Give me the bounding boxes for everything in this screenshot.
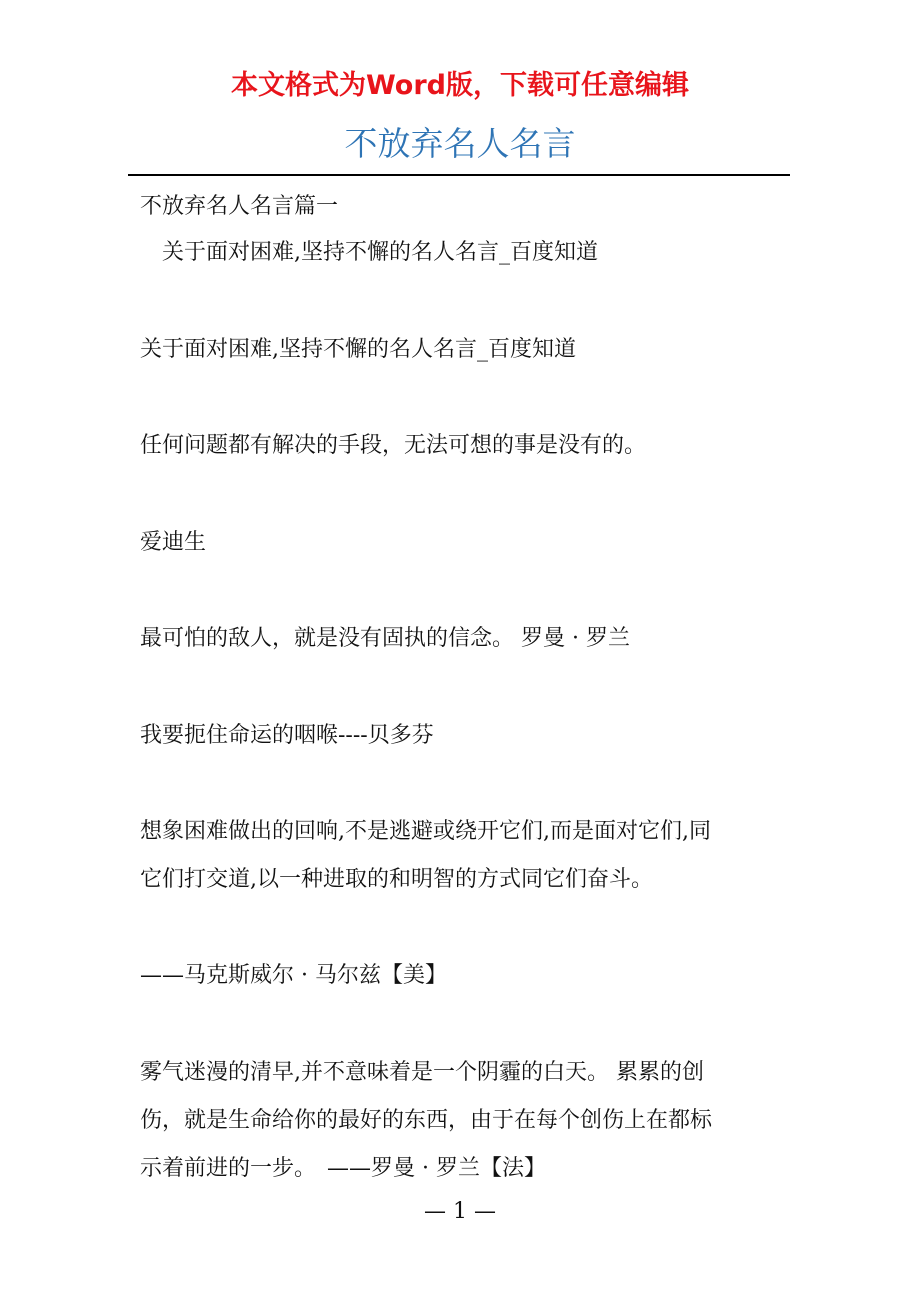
title-divider: [128, 174, 790, 176]
paragraph-line: 示着前进的一步。 ——罗曼 · 罗兰【法】: [140, 1156, 546, 1181]
section-heading: 不放弃名人名言篇一: [140, 194, 339, 219]
paragraph-line: 想象困难做出的回响,不是逃避或绕开它们,而是面对它们,同: [140, 819, 711, 844]
paragraph-line: 我要扼住命运的咽喉----贝多芬: [140, 723, 434, 748]
paragraph-line: ——马克斯威尔 · 马尔兹【美】: [140, 963, 447, 988]
paragraph-line: 它们打交道,以一种进取的和明智的方式同它们奋斗。: [140, 867, 653, 892]
paragraph-line: 伤，就是生命给你的最好的东西，由于在每个创伤上在都标: [140, 1108, 713, 1133]
paragraph-line: 雾气迷漫的清早,并不意味着是一个阴霾的白天。 累累的创: [140, 1060, 704, 1085]
page-number: — 1 —: [424, 1199, 496, 1224]
paragraph-line: 最可怕的敌人，就是没有固执的信念。 罗曼 · 罗兰: [140, 626, 630, 651]
paragraph-line: 关于面对困难,坚持不懈的名人名言_百度知道: [140, 240, 598, 265]
paragraph-line: 任何问题都有解决的手段，无法可想的事是没有的。: [140, 433, 647, 458]
format-banner: 本文格式为Word版，下载可任意编辑: [230, 70, 689, 101]
paragraph-line: 爱迪生: [140, 530, 207, 555]
paragraph-line: 关于面对困难,坚持不懈的名人名言_百度知道: [140, 337, 576, 362]
document-title: 不放弃名人名言: [344, 124, 576, 163]
